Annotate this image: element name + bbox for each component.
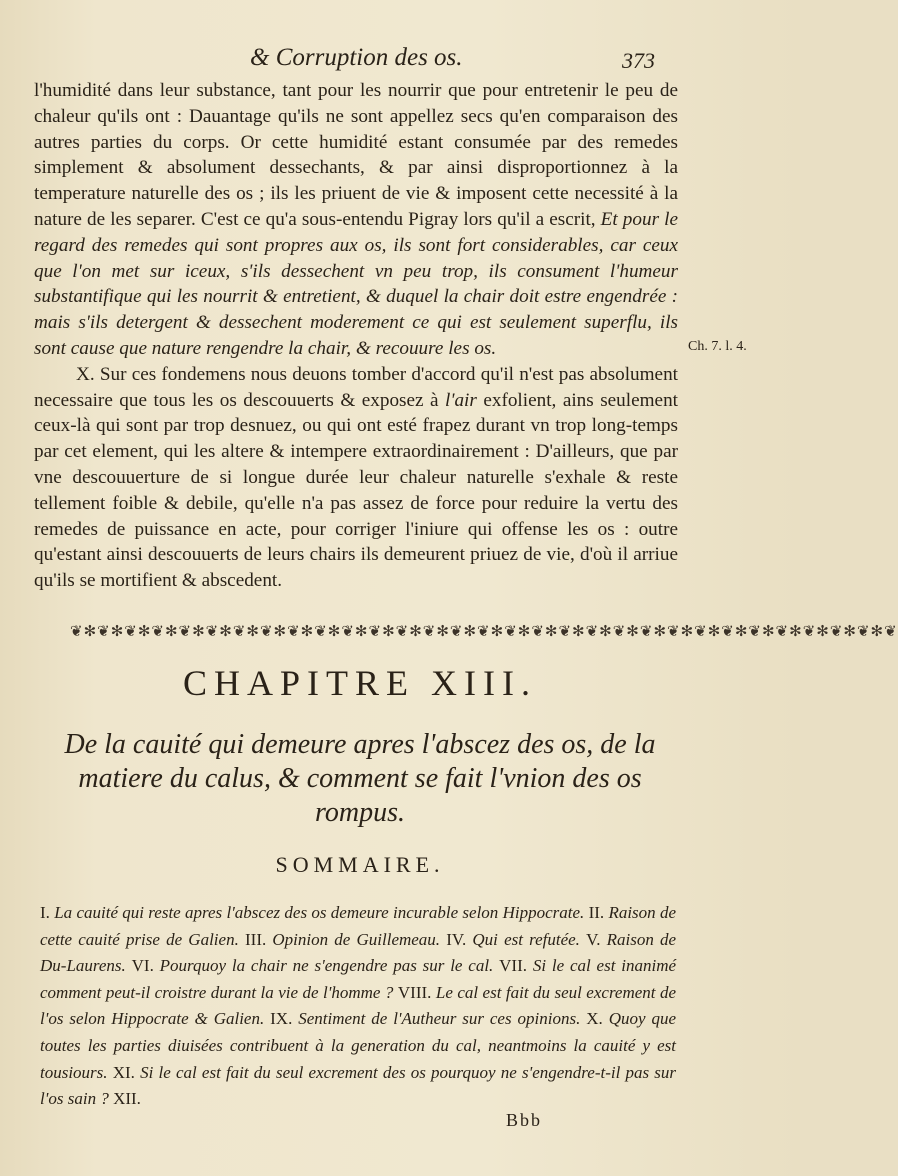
running-title: & Corruption des os. <box>250 44 463 71</box>
sommaire-item: IX. Sentiment de l'Autheur sur ces opinions. <box>270 1009 581 1029</box>
sommaire-heading: SOMMAIRE. <box>275 852 445 877</box>
sommaire-item: III. Opinion de Guillemeau. <box>245 929 441 949</box>
sommaire-item: VI. Pourquoy la chair ne s'engendre pas sur le cal. <box>131 956 494 976</box>
chapter-title: CHAPITRE XIII. <box>183 663 537 703</box>
paragraph-2 <box>34 362 678 594</box>
paragraph-2-text-b: exfolient, ains seulement ceux-là qui sont par trop desnuez, ou qui ont esté frapez durant vn trop long-temps par cet element, qui les altere & intempere extraordinairement : D'ailleurs, que par vne descouuerture de si longue durée leur chaleur naturelle s'exhale & reste tellement foible & debile, qu'elle n'a pas assez de force pour reduire la vertu des remedes de puissance en acte, pour corriger l'iniure qui offense les os : outre qu'estant ainsi descouuerts de leurs chairs ils demeurent priuez de vie, d'où il arriue qu'ils se mortifient & abscedent. <box>34 389 678 592</box>
sommaire-item: IV. Qui est refutée. <box>446 929 580 949</box>
sommaire-text <box>40 900 676 1113</box>
margin-note: Ch. 7. l. 4. <box>688 339 747 354</box>
sommaire-item: V. Raison de Du-Laurens. <box>40 929 677 976</box>
pigray-quote: Et pour le regard des remedes qui sont propres aux os, ils sont fort considerables, car ceux que l'on met sur iceux, s'ils dessechent vn peu trop, ils consument l'humeur substantifique qui les nourrit & entretient, & duquel la chair doit estre engendrée : mais s'ils detergent & dessechent moderement ce qui est seulement superflu, ils sont cause que nature rengendre la chair, & recouure les os. <box>34 208 678 359</box>
sommaire-item: II. Raison de cette cauité prise de Galien. <box>40 903 676 949</box>
sommaire-item: VII. Si le cal est inanimé comment peut-il croistre durant la vie de l'homme ? <box>40 956 677 1002</box>
sommaire-item: X. Quoy que toutes les parties diuisées contribuent à la generation du cal, neantmoins la cauité y est tousiours. <box>40 1009 677 1082</box>
sommaire-item: VIII. Le cal est fait du seul excrement de l'os selon Hippocrate & Galien. <box>40 982 677 1029</box>
paragraph-1 <box>34 78 678 362</box>
page-header <box>0 44 800 80</box>
chapter-subtitle: De la cauité qui demeure apres l'abscez des os, de la matiere du calus, & comment se fait l'vnion des os rompus. <box>64 729 656 828</box>
page-number: 373 <box>622 48 655 73</box>
signature-mark: Bbb <box>506 1110 543 1130</box>
paragraph-2-text-a: X. Sur ces fondemens nous deuons tomber d'accord qu'il n'est pas absolument necessaire que tous les os descouuerts & exposez à <box>34 363 678 411</box>
paragraph-1-text: l'humidité dans leur substance, tant pour les nourrir que pour entretenir le peu de chaleur qu'ils ont : Dauantage qu'ils ne sont appellez secs qu'en comparaison des autres parties du corps. Or cette humidité estant consumée par des remedes simplement & absolument dessechants, & par ainsi disproportionnez à la temperature naturelle des os ; ils les priuent de vie & imposent cette necessité à la nature de les separer. C'est ce qu'a sous-entendu Pigray lors qu'il a escrit, <box>34 80 678 230</box>
sommaire-item: XI. Si le cal est fait du seul excrement des os pourquoy ne s'engendre-t-il pas sur l'os sain ? <box>40 1062 677 1109</box>
sommaire-item: I. La cauité qui reste apres l'abscez des os demeure incurable selon Hippocrate. <box>40 903 585 922</box>
ornament-divider: ❦✻❦✻❦✻❦✻❦✻❦✻❦✻❦✻❦✻❦✻❦✻❦✻❦✻❦✻❦✻❦✻❦✻❦✻❦✻❦✻❦✻❦✻❦✻❦✻❦✻❦✻❦✻❦✻❦✻❦✻❦ <box>70 622 898 640</box>
paragraph-2-italic: l'air <box>445 389 477 411</box>
sommaire-item: XII. <box>113 1089 141 1109</box>
body-text <box>34 78 678 594</box>
